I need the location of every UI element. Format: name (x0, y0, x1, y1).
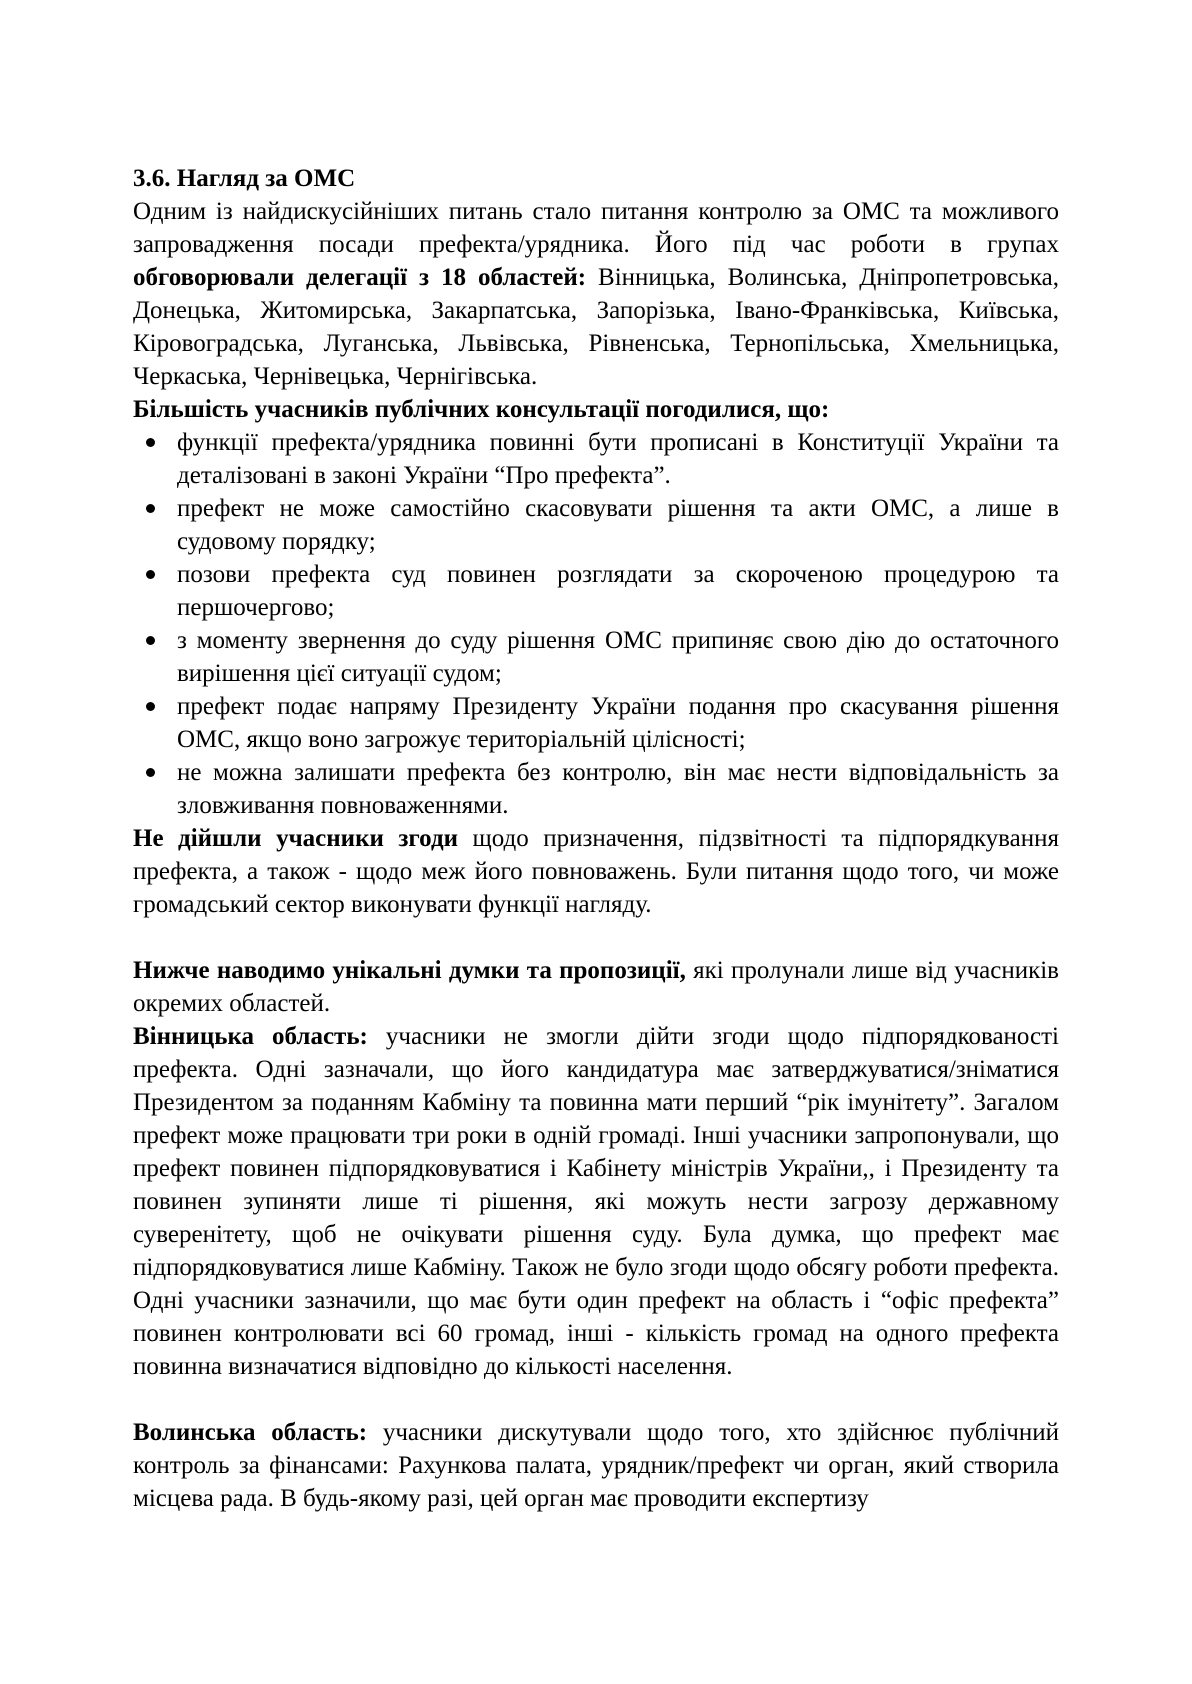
list-item-court-order (133, 492, 1059, 558)
list-item-text: префект подає напряму Президенту України подання про скасування рішення ОМС, якщо воно загрожує територіальній цілісності; (177, 693, 1059, 753)
vinnytsia-text: учасники не змогли дійти згоди щодо підпорядкованості префекта. Одні зазначали, що його кандидатура має затверджуватися/зніматися Президентом за поданням Кабміну та повинна мати перший “рік імунітету”. Загалом префект може працювати три роки в одній громаді. Інші учасники запропонували, що префект повинен підпорядковуватися і Кабінету міністрів України,, і Президенту та повинен зупиняти лише ті рішення, які можуть нести загрозу державному суверенітету, щоб не очікувати рішення суду. Була думка, що префект має підпорядковуватися лише Кабміну. Також не було згоди щодо обсягу роботи префекта. Одні учасники зазначили, що має бути один префект на область і “офіс префекта” повинен контролювати всі 60 громад, інші - кількість громад на одного префекта повинна визначатися відповідно до кількості населення. (133, 1023, 1060, 1380)
list-item-accountability (133, 756, 1059, 822)
intro-text-bold: обговорювали делегації з 18 областей: (133, 264, 587, 291)
list-item-shortened-procedure (133, 558, 1059, 624)
bullet-icon (146, 504, 155, 513)
list-item-text: позови префекта суд повинен розглядати за скороченою процедурою та першочергово; (177, 561, 1059, 621)
volyn-oblast-label: Волинська область: (133, 1419, 368, 1446)
document-body (133, 162, 1059, 1515)
consensus-list (133, 426, 1059, 822)
intro-paragraph (133, 195, 1059, 393)
disagreement-paragraph (133, 822, 1059, 921)
bullet-icon (146, 636, 155, 645)
section-heading: 3.6. Нагляд за ОМС (133, 165, 356, 192)
list-item-text: префект не може самостійно скасовувати рішення та акти ОМС, а лише в судовому порядку; (177, 495, 1059, 555)
disagreement-bold: Не дійшли учасники згоди (133, 825, 458, 852)
intro-text-oblast-list: Вінницька, Волинська, Дніпропетровська, Донецька, Житомирська, Закарпатська, Запорізька, Івано-Франківська, Київська, Кіровоградська, Луганська, Львівська, Рівненська, Тернопільська, Хмельницька, Черкаська, Чернівецька, Чернігівська. (133, 264, 1060, 390)
bullet-icon (146, 702, 155, 711)
intro-text-lead: Одним із найдискусійніших питань стало питання контролю за ОМС та можливого запровадження посади префекта/урядника. Його під час роботи в групах (133, 198, 1059, 258)
vinnytsia-paragraph (133, 1020, 1059, 1383)
unique-opinions-paragraph (133, 954, 1059, 1020)
list-item-text: не можна залишати префекта без контролю, він має нести відповідальність за зловживання повноваженнями. (177, 759, 1059, 819)
list-item-suspension (133, 624, 1059, 690)
unique-opinions-text: які пролунали лише від учасників окремих областей. (133, 957, 1059, 1017)
vinnytsia-oblast-label: Вінницька область: (133, 1023, 368, 1050)
volyn-text: учасники дискутували щодо того, хто здійснює публічний контроль за фінансами: Рахункова палата, урядник/префект чи орган, який створила місцева рада. В будь-якому разі, цей орган має проводити експертизу (133, 1419, 1059, 1512)
list-item-constitution (133, 426, 1059, 492)
list-item-text: функції префекта/урядника повинні бути прописані в Конституції України та деталізовані в законі України “Про префекта”. (177, 429, 1059, 489)
list-item-president-submission (133, 690, 1059, 756)
bullet-icon (146, 570, 155, 579)
unique-opinions-bold: Нижче наводимо унікальні думки та пропозиції, (133, 957, 686, 984)
bullet-icon (146, 438, 155, 447)
list-item-text: з моменту звернення до суду рішення ОМС припиняє свою дію до остаточного вирішення цієї ситуації судом; (177, 627, 1059, 687)
volyn-paragraph (133, 1416, 1059, 1515)
disagreement-text: щодо призначення, підзвітності та підпорядкування префекта, а також - щодо меж його повноважень. Були питання щодо того, чи може громадський сектор виконувати функції нагляду. (133, 825, 1059, 918)
consensus-heading: Більшість учасників публічних консультації погодилися, що: (133, 396, 830, 423)
bullet-icon (146, 768, 155, 777)
